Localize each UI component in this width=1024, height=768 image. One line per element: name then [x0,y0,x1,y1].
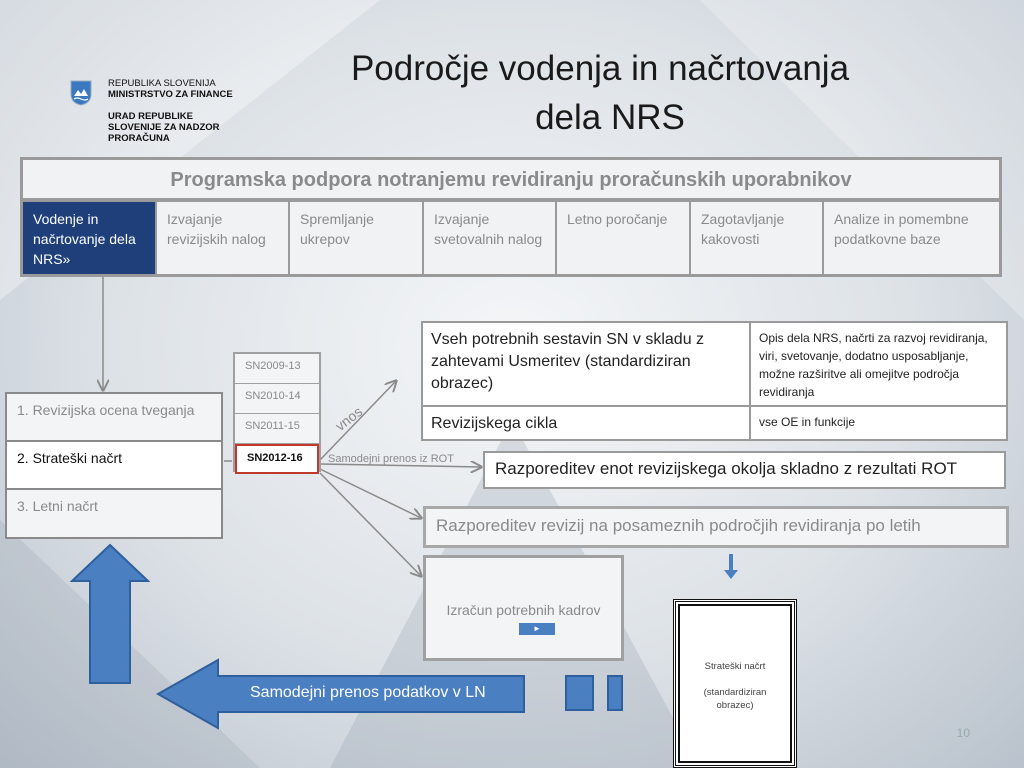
table-row [423,407,1006,439]
auto-transfer-rot-label: Samodejni prenos iz ROT [328,453,454,465]
page-number: 10 [956,726,970,740]
requirements-table [421,321,1008,441]
program-header: Programska podpora notranjemu revidiranju proračunskih uporabnikov [20,157,1002,201]
requirement-detail-cell: Opis dela NRS, načrti za razvoj revidiranja, viri, svetovanje, dodatno usposabljanje, možne razširitve ali omejitve področja revidiranja [759,331,988,399]
doc-subtitle: (standardiziran obrazec) [703,687,767,711]
auto-transfer-ln-label: Samodejni prenos podatkov v LN [250,684,486,701]
audit-allocation-box: Razporeditev revizij na posameznih področjih revidiranja po letih [423,506,1009,548]
planning-steps-box [5,392,223,539]
unit-allocation-box: Razporeditev enot revizijskega okolja skladno z rezultati ROT [483,451,1006,489]
logo-line-2: MINISTRSTVO ZA FINANCE [108,89,233,100]
title-line-1: Področje vodenja in načrtovanja [350,49,850,88]
tab-analize[interactable]: Analize in pomembne podatkovne baze [834,211,969,247]
logo-line-3: URAD REPUBLIKE [108,111,193,122]
sn-item[interactable]: SN2009-13 [235,354,319,384]
logo-line-4: SLOVENIJE ZA NADZOR [108,122,220,133]
tab-izvajanje-revizijskih[interactable]: Izvajanje revizijskih nalog [157,202,290,274]
requirement-cell: Vseh potrebnih sestavin SN v skladu z zahtevami Usmeritev (standardiziran obrazec) [423,323,751,405]
staff-calculation-button[interactable]: ► [519,623,555,635]
requirement-cell: Revizijskega cikla [423,407,751,439]
title-line-2: dela NRS [535,98,685,137]
strategic-plan-document [673,599,797,768]
plan-step-annual[interactable]: 3. Letni načrt [17,498,98,514]
doc-title: Strateški načrt [704,661,766,672]
plan-step-strategic[interactable]: 2. Strateški načrt [7,442,221,490]
tab-izvajanje-svetovalnih[interactable]: Izvajanje svetovalnih nalog [424,202,557,274]
tab-zagotavljanje-kakovosti[interactable]: Zagotavljanje kakovosti [691,202,824,274]
tab-letno-porocanje[interactable]: Letno poročanje [557,202,691,274]
sn-item-selected[interactable]: SN2012-16 [235,444,319,474]
staff-calculation-label: Izračun potrebnih kadrov [446,602,601,618]
logo-line-1: REPUBLIKA SLOVENIJA [108,78,216,89]
down-arrow-icon [722,554,740,580]
requirement-detail-cell: vse OE in funkcije [759,415,856,429]
sn-item[interactable]: SN2010-14 [235,384,319,414]
tab-vodenje[interactable]: Vodenje in načrtovanje dela NRS» [23,202,157,274]
tab-spremljanje[interactable]: Spremljanje ukrepov [290,202,424,274]
table-row [423,323,1006,407]
sn-item[interactable]: SN2011-15 [235,414,319,444]
logo-line-5: PRORAČUNA [108,133,170,144]
up-arrow-icon [70,543,150,685]
staff-calculation-box [423,555,624,661]
vnos-label: vnos [332,403,366,434]
strategic-plan-list [233,352,321,472]
plan-step-risk[interactable]: 1. Revizijska ocena tveganja [7,394,221,442]
